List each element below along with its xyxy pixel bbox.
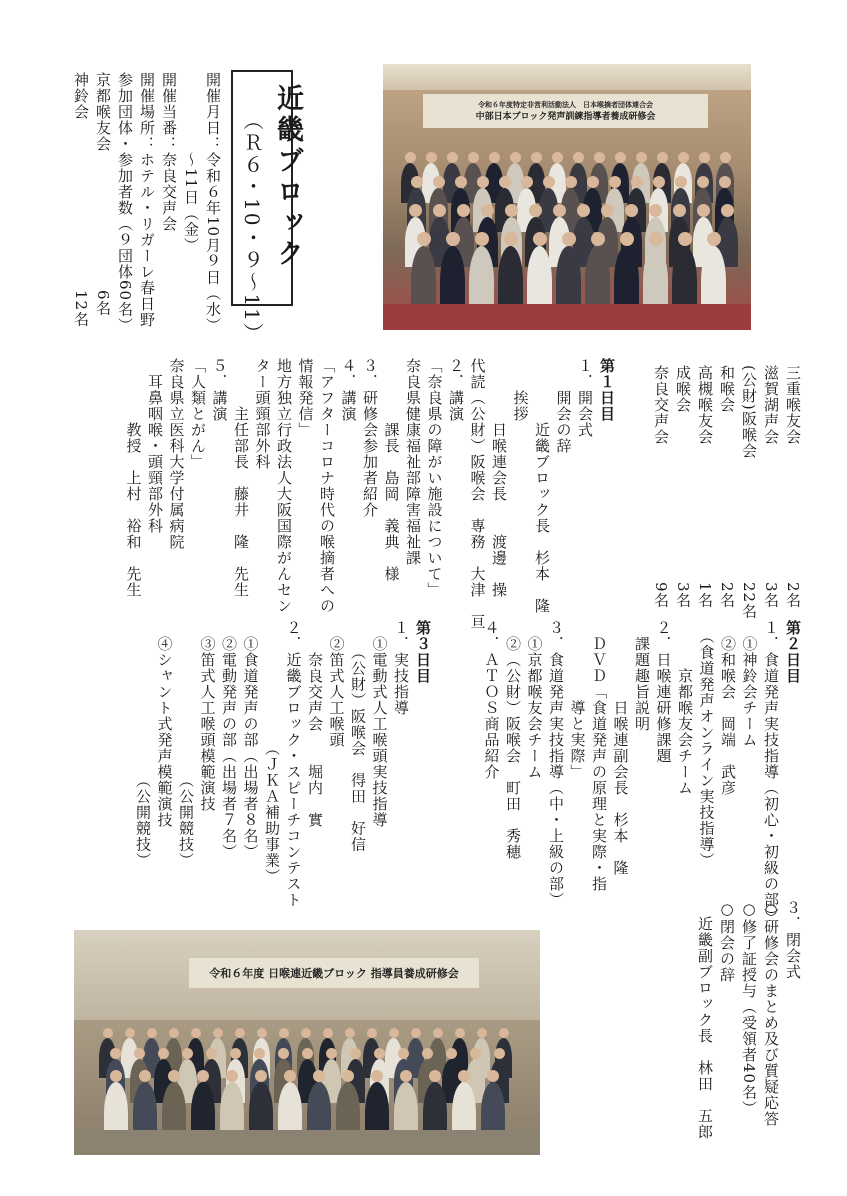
- person-head: [707, 232, 721, 246]
- group-name: (公財)阪喉会: [740, 365, 758, 459]
- text-line: 開会の辞: [554, 358, 573, 454]
- person-head: [433, 1028, 443, 1038]
- text-line: ①電動式人工喉頭実技指導: [370, 620, 389, 828]
- person-head: [719, 176, 731, 188]
- person-head: [147, 1028, 157, 1038]
- text-line: ②（公財）阪喉会 町田 秀穂: [504, 620, 522, 860]
- info-venue: 開催場所：ホテル・リガーレ春日野: [138, 72, 156, 328]
- group-photo-1: [383, 64, 751, 330]
- person-head: [499, 176, 511, 188]
- person-head: [169, 1028, 179, 1038]
- text-line: （食道発声オンライン実技指導）: [697, 620, 716, 869]
- person-head: [230, 1048, 241, 1059]
- photo2-banner: 令和６年度 日喉連近畿ブロック 指導員養成研修会: [189, 958, 479, 988]
- person-head: [279, 1028, 289, 1038]
- text-line: ４．ＡＴＯＳ商品紹介: [482, 620, 501, 780]
- person-head: [447, 152, 458, 163]
- text-line: ３．研修会参加者紹介: [361, 358, 379, 518]
- person-head: [433, 176, 445, 188]
- person-head: [649, 232, 663, 246]
- text-line: 情報発信」: [296, 358, 315, 438]
- group-count: 3名: [762, 582, 780, 609]
- photo1-carpet: [383, 304, 751, 330]
- group-name: 高槻喉友会: [696, 365, 714, 445]
- person-head: [543, 176, 555, 188]
- text-line: ４．講演: [339, 358, 358, 422]
- person-head: [302, 1048, 313, 1059]
- text-line: （公財）阪喉会 得田 好信: [349, 620, 367, 853]
- text-line: ５．講演: [210, 358, 229, 422]
- person-head: [345, 1028, 355, 1038]
- person-head: [609, 176, 621, 188]
- text-line: 近畿副ブロック長 林田 五郎: [696, 900, 714, 1140]
- info-host: 開催当番：奈良交声会: [160, 72, 178, 232]
- person-head: [301, 1028, 311, 1038]
- person-head: [405, 152, 416, 163]
- group-name: 奈良交声会: [652, 365, 670, 445]
- person-head: [455, 1028, 465, 1038]
- group-count: 2名: [784, 582, 802, 609]
- person-head: [594, 152, 605, 163]
- person-head: [134, 1048, 145, 1059]
- person-head: [494, 1048, 505, 1059]
- person-head: [475, 232, 489, 246]
- text-line: 課題趣旨説明: [633, 620, 651, 732]
- person-head: [278, 1048, 289, 1059]
- text-line: ２．日喉連研修課題: [654, 620, 673, 764]
- text-line: １．食道発声実技指導（初心・初級の部）: [762, 620, 780, 924]
- group-name: 和喉会: [718, 365, 736, 413]
- person-head: [458, 1070, 470, 1082]
- group-name: 三重喉友会: [784, 365, 802, 445]
- text-line: 日喉連会長 渡邊 操: [490, 358, 508, 598]
- person-head: [191, 1028, 201, 1038]
- group-name: 神鈴会: [72, 72, 90, 120]
- group-count: 6名: [94, 290, 112, 317]
- person-head: [510, 152, 521, 163]
- text-line: 導と実際」: [568, 620, 587, 780]
- day3-heading: 第３日目: [414, 620, 432, 684]
- person-head: [158, 1048, 169, 1059]
- text-line: 近畿ブロック長 杉本 隆: [533, 358, 551, 614]
- photo1-ceiling: [383, 64, 751, 90]
- person-head: [653, 176, 665, 188]
- group-count: 3名: [674, 582, 692, 609]
- person-head: [398, 1048, 409, 1059]
- person-head: [168, 1070, 180, 1082]
- person-head: [446, 1048, 457, 1059]
- info-dates-1: 開催月日：令和６年10月９日（水）: [204, 72, 222, 334]
- photo2-floor: [74, 1130, 540, 1155]
- text-line: （ＪＫＡ補助事業）: [263, 620, 281, 885]
- person-head: [721, 204, 734, 217]
- text-line: 「奈良県の障がい施設について」: [425, 358, 444, 598]
- person-head: [409, 204, 422, 217]
- person-head: [529, 204, 542, 217]
- text-line: 挨拶: [511, 358, 530, 422]
- person-head: [455, 176, 467, 188]
- photo1-banner-line1: 令和６年度特定非営利活動法人 日本喉摘者団体連合会: [478, 100, 653, 109]
- person-head: [342, 1070, 354, 1082]
- text-line: 京都喉友会チーム: [676, 620, 694, 796]
- text-line: ③笛式人工喉頭模範演技: [198, 620, 217, 812]
- text-line: 奈良交声会 堀内 實: [306, 620, 324, 828]
- text-line: ②電動発声の部（出場者７名）: [220, 620, 238, 860]
- text-line: ①京都喉友会チーム: [525, 620, 544, 780]
- text-line: ○研修会のまとめ及び質疑応答: [762, 900, 780, 1127]
- person-head: [235, 1028, 245, 1038]
- person-head: [284, 1070, 296, 1082]
- person-head: [678, 152, 689, 163]
- person-head: [625, 204, 638, 217]
- text-line: ②笛式人工喉頭: [327, 620, 346, 748]
- text-line: 代読（公財）阪喉会 専務 大津 亘: [468, 358, 487, 630]
- person-head: [481, 204, 494, 217]
- page-title: 近畿ブロック: [272, 84, 303, 270]
- text-line: ＤＶＤ「食道発声の原理と実際・指: [590, 620, 608, 892]
- info-participants: 参加団体・参加者数（９団体60名）: [116, 72, 134, 334]
- person-head: [367, 1028, 377, 1038]
- person-head: [573, 152, 584, 163]
- text-line: ２．近畿ブロック・スピーチコンテスト: [284, 620, 303, 908]
- group-name: 成喉会: [674, 365, 692, 413]
- person-head: [226, 1070, 238, 1082]
- text-line: ○閉会の辞: [718, 900, 736, 983]
- person-head: [206, 1048, 217, 1059]
- text-line: 「人類とがん」: [189, 358, 207, 470]
- person-head: [110, 1070, 122, 1082]
- person-head: [110, 1048, 121, 1059]
- text-line: 教授 上村 裕和 先生: [124, 358, 143, 598]
- text-line: １．実技指導: [392, 620, 410, 716]
- group-name: 京都喉友会: [94, 72, 112, 152]
- person-head: [675, 176, 687, 188]
- group-count: 1名: [696, 582, 714, 609]
- group-count: 12名: [72, 290, 90, 328]
- person-head: [562, 232, 576, 246]
- person-head: [257, 1028, 267, 1038]
- day1-heading: 第１日目: [598, 358, 616, 422]
- person-head: [499, 1028, 509, 1038]
- text-line: 主任部長 藤井 隆 先生: [232, 358, 250, 598]
- person-head: [631, 176, 643, 188]
- photo1-banner: [423, 94, 708, 128]
- text-line: 耳鼻咽喉・頭頸部外科: [146, 358, 164, 534]
- person-head: [521, 176, 533, 188]
- person-head: [426, 152, 437, 163]
- person-head: [103, 1028, 113, 1038]
- person-head: [577, 204, 590, 217]
- day2-heading: 第２日目: [784, 620, 802, 684]
- person-head: [457, 204, 470, 217]
- text-line: 日喉連副会長 杉本 隆: [611, 620, 630, 876]
- person-head: [553, 204, 566, 217]
- group-count: 2名: [718, 582, 736, 609]
- person-head: [182, 1048, 193, 1059]
- group-count: 9名: [652, 582, 670, 609]
- person-head: [720, 152, 731, 163]
- person-head: [323, 1028, 333, 1038]
- person-head: [446, 232, 460, 246]
- person-head: [350, 1048, 361, 1059]
- person-head: [470, 1048, 481, 1059]
- text-line: 「アフターコロナ時代の喉摘者への: [318, 358, 336, 614]
- person-head: [433, 204, 446, 217]
- person-head: [649, 204, 662, 217]
- person-head: [255, 1070, 267, 1082]
- person-head: [678, 232, 692, 246]
- person-head: [505, 204, 518, 217]
- person-head: [699, 152, 710, 163]
- photo1-banner-line2: 中部日本ブロック発声訓練指導者養成研修会: [475, 112, 656, 122]
- event-period: （Ｒ６・10・９〜11）: [240, 110, 264, 345]
- person-head: [587, 176, 599, 188]
- person-head: [417, 232, 431, 246]
- person-head: [487, 1070, 499, 1082]
- person-head: [657, 152, 668, 163]
- person-head: [422, 1048, 433, 1059]
- person-head: [313, 1070, 325, 1082]
- person-head: [504, 232, 518, 246]
- person-head: [125, 1028, 135, 1038]
- person-head: [636, 152, 647, 163]
- person-head: [601, 204, 614, 217]
- person-head: [374, 1048, 385, 1059]
- group-name: 滋賀湖声会: [762, 365, 780, 445]
- person-head: [411, 1028, 421, 1038]
- text-line: ２．講演: [447, 358, 465, 422]
- text-line: 奈良県立医科大学付属病院: [167, 358, 186, 550]
- person-head: [139, 1070, 151, 1082]
- text-line: ○修了証授与（受領者40名）: [740, 900, 758, 1117]
- text-line: １．開会式: [576, 358, 594, 438]
- person-head: [371, 1070, 383, 1082]
- text-line: ター頭頸部外科: [253, 358, 272, 470]
- person-head: [389, 1028, 399, 1038]
- person-head: [591, 232, 605, 246]
- person-head: [213, 1028, 223, 1038]
- group-photo-2: [74, 930, 540, 1155]
- text-line: ①食道発声の部（出場者８名）: [241, 620, 260, 860]
- person-head: [429, 1070, 441, 1082]
- person-head: [673, 204, 686, 217]
- person-head: [533, 232, 547, 246]
- person-head: [565, 176, 577, 188]
- text-line: （公開競技）: [134, 620, 152, 869]
- text-line: ④シャント式発声模範演技: [155, 620, 174, 828]
- person-head: [615, 152, 626, 163]
- person-head: [326, 1048, 337, 1059]
- person-head: [197, 1070, 209, 1082]
- group-count: 22名: [740, 582, 758, 620]
- person-head: [254, 1048, 265, 1059]
- text-line: 地方独立行政法人大阪国際がんセン: [275, 358, 293, 614]
- text-line: 奈良県健康福祉部障害福祉課: [404, 358, 422, 566]
- person-head: [477, 1028, 487, 1038]
- person-head: [531, 152, 542, 163]
- info-dates-2: 〜11日（金）: [182, 72, 200, 254]
- person-head: [697, 176, 709, 188]
- person-head: [620, 232, 634, 246]
- person-head: [552, 152, 563, 163]
- person-head: [477, 176, 489, 188]
- text-line: ３．閉会式: [784, 900, 802, 980]
- text-line: （公開競技）: [177, 620, 195, 869]
- text-line: ①神鈴会チーム: [740, 620, 759, 748]
- text-line: ②和喉会 岡端 武彦: [719, 620, 737, 796]
- text-line: 課長 島岡 義典 様: [382, 358, 401, 582]
- person-head: [697, 204, 710, 217]
- person-head: [468, 152, 479, 163]
- person-head: [400, 1070, 412, 1082]
- person-head: [411, 176, 423, 188]
- person-head: [489, 152, 500, 163]
- text-line: ３．食道発声実技指導（中・上級の部）: [547, 620, 565, 908]
